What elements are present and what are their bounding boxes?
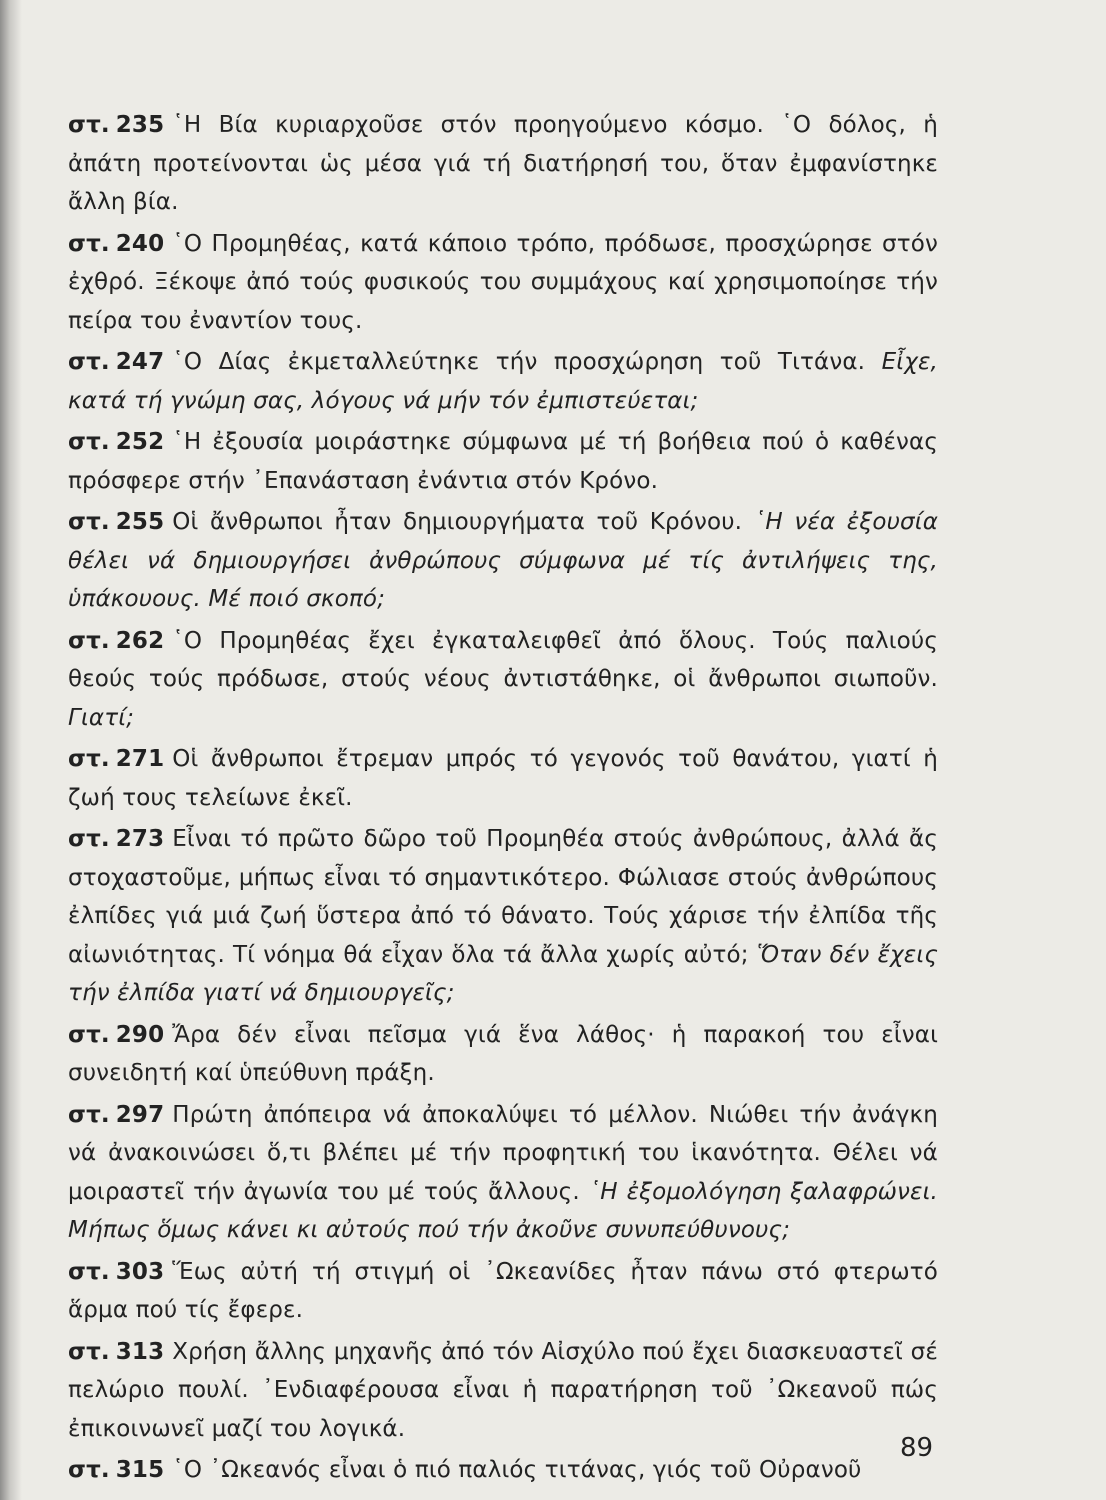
verse-abbr: στ. (68, 1258, 110, 1285)
note-question: Εἶχε, κατά τή γνώμη σας, λόγους νά μήν τόν ἐμπιστεύεται; (68, 349, 938, 414)
note-text: ῾Η Βία κυριαρχοῦσε στόν προηγούμενο κόσμο. ῾Ο δόλος, ἡ ἀπάτη προτείνονται ὡς μέσα γιά τή διατήρησή του, ὅταν ἐμφανίστηκε ἄλλη βία. (68, 112, 938, 215)
note-text: ῾Ο Δίας ἐκμεταλλεύτηκε τήν προσχώρηση τοῦ Τιτάνα. (172, 349, 866, 375)
verse-number: 297 (115, 1101, 165, 1128)
verse-abbr: στ. (68, 627, 110, 654)
verse-abbr: στ. (68, 230, 110, 257)
verse-note (68, 740, 938, 817)
note-text: Πρώτη ἀπόπειρα νά ἀποκαλύψει τό μέλλον. Νιώθει τήν ἀνάγκη νά ἀνακοινώσει ὅ,τι βλέπει μέ τήν προφητική του ἱκανότητα. Θέλει νά μοιραστεῖ τήν ἀγωνία του μέ τούς ἄλλους. (68, 1101, 938, 1205)
verse-number: 315 (115, 1457, 165, 1483)
verse-number: 262 (115, 627, 165, 654)
verse-abbr: στ. (68, 349, 110, 375)
verse-abbr: στ. (68, 746, 110, 772)
verse-number: 235 (115, 112, 165, 138)
verse-ref (68, 349, 164, 375)
verse-abbr: στ. (68, 1021, 110, 1048)
verse-ref (68, 1102, 164, 1128)
note-text: Οἱ ἄνθρωποι ἦταν δημιουργήματα τοῦ Κρόνου. (172, 509, 743, 535)
verse-number: 303 (115, 1258, 165, 1285)
verse-number: 255 (115, 509, 165, 535)
verse-note (68, 343, 938, 420)
verse-note (68, 622, 938, 738)
page-body (68, 106, 938, 1493)
verse-abbr: στ. (68, 1338, 110, 1365)
verse-ref (68, 1457, 164, 1483)
verse-number: 252 (115, 429, 165, 455)
verse-number: 240 (115, 230, 165, 257)
verse-note (68, 1333, 938, 1449)
verse-ref (68, 746, 164, 772)
verse-ref (68, 509, 164, 535)
verse-note (68, 1253, 938, 1330)
verse-number: 313 (115, 1338, 165, 1365)
verse-number: 290 (115, 1021, 165, 1048)
verse-ref (68, 1022, 164, 1048)
note-question: Γιατί; (68, 704, 135, 731)
verse-ref (68, 628, 164, 654)
note-text: ῾Η ἐξουσία μοιράστηκε σύμφωνα μέ τή βοήθεια πού ὁ καθένας πρόσφερε στήν ᾿Επανάσταση ἐνάντια στόν Κρόνο. (68, 429, 938, 494)
note-question: ῾Η ἐξομολόγηση ξαλαφρώνει. Μήπως ὅμως κάνει κι αὐτούς πού τήν ἀκοῦνε συνυπεύθυνους; (68, 1178, 938, 1243)
verse-note (68, 820, 938, 1013)
verse-note (68, 1016, 938, 1093)
note-text: Ἕως αὐτή τή στιγμή οἱ ᾿Ωκεανίδες ἦταν πάνω στό φτερωτό ἅρμα πού τίς ἔφερε. (68, 1258, 938, 1323)
verse-number: 271 (115, 746, 165, 772)
note-question: ῾Η νέα ἐξουσία θέλει νά δημιουργήσει ἀνθρώπους σύμφωνα μέ τίς ἀντιλήψεις της, ὑπάκουους. Μέ ποιό σκοπό; (68, 509, 938, 612)
verse-note (68, 225, 938, 341)
verse-number: 273 (115, 826, 165, 852)
note-text: ῾Ο Προμηθέας ἔχει ἐγκαταλειφθεῖ ἀπό ὅλους. Τούς παλιούς θεούς τούς πρόδωσε, στούς νέους ἀντιστάθηκε, οἱ ἄνθρωποι σιωποῦν. (68, 627, 938, 692)
verse-abbr: στ. (68, 1101, 110, 1128)
verse-note (68, 423, 938, 500)
verse-abbr: στ. (68, 429, 110, 455)
note-text: Ἄρα δέν εἶναι πεῖσμα γιά ἕνα λάθος· ἡ παρακοή του εἶναι συνειδητή καί ὑπεύθυνη πράξη. (68, 1021, 938, 1086)
verse-ref (68, 1339, 164, 1365)
verse-ref (68, 429, 164, 455)
note-text: ῾Ο ᾿Ωκεανός εἶναι ὁ πιό παλιός τιτάνας, γιός τοῦ Οὐρανοῦ (172, 1457, 862, 1483)
page-number: 89 (900, 1433, 934, 1463)
note-question: Ὅταν δέν ἔχεις τήν ἐλπίδα γιατί νά δημιουργεῖς; (68, 941, 938, 1006)
verse-number: 247 (115, 349, 165, 375)
verse-note (68, 503, 938, 619)
verse-ref (68, 231, 164, 257)
verse-abbr: στ. (68, 826, 110, 852)
verse-note (68, 1096, 938, 1250)
verse-ref (68, 112, 164, 138)
verse-abbr: στ. (68, 112, 110, 138)
verse-ref (68, 826, 164, 852)
binding-shadow (0, 0, 22, 1500)
note-text: Οἱ ἄνθρωποι ἔτρεμαν μπρός τό γεγονός τοῦ θανάτου, γιατί ἡ ζωή τους τελείωνε ἐκεῖ. (68, 746, 938, 811)
note-text: Χρήση ἄλλης μηχανῆς ἀπό τόν Αἰσχύλο πού ἔχει διασκευαστεῖ σέ πελώριο πουλί. ᾿Ενδιαφέρουσα εἶναι ἡ παρατήρηση τοῦ ᾿Ωκεανοῦ πώς ἐπικοινωνεῖ μαζί του λογικά. (68, 1338, 938, 1442)
note-text: ῾Ο Προμηθέας, κατά κάποιο τρόπο, πρόδωσε, προσχώρησε στόν ἐχθρό. Ξέκοψε ἀπό τούς φυσικούς του συμμάχους καί χρησιμοποίησε τήν πείρα του ἐναντίον τους. (68, 230, 938, 334)
verse-ref (68, 1259, 164, 1285)
verse-abbr: στ. (68, 1457, 110, 1483)
verse-note (68, 106, 938, 222)
verse-abbr: στ. (68, 509, 110, 535)
note-text: Εἶναι τό πρῶτο δῶρο τοῦ Προμηθέα στούς ἀνθρώπους, ἀλλά ἄς στοχαστοῦμε, μήπως εἶναι τό σημαντικότερο. Φώλιασε στούς ἀνθρώπους ἐλπίδες γιά μιά ζωή ὕστερα ἀπό τό θάνατο. Τούς χάρισε τήν ἐλπίδα τῆς αἰωνιότητας. Τί νόημα θά εἶχαν ὅλα τά ἄλλα χωρίς αὐτό; (68, 826, 938, 968)
verse-note (68, 1451, 938, 1490)
